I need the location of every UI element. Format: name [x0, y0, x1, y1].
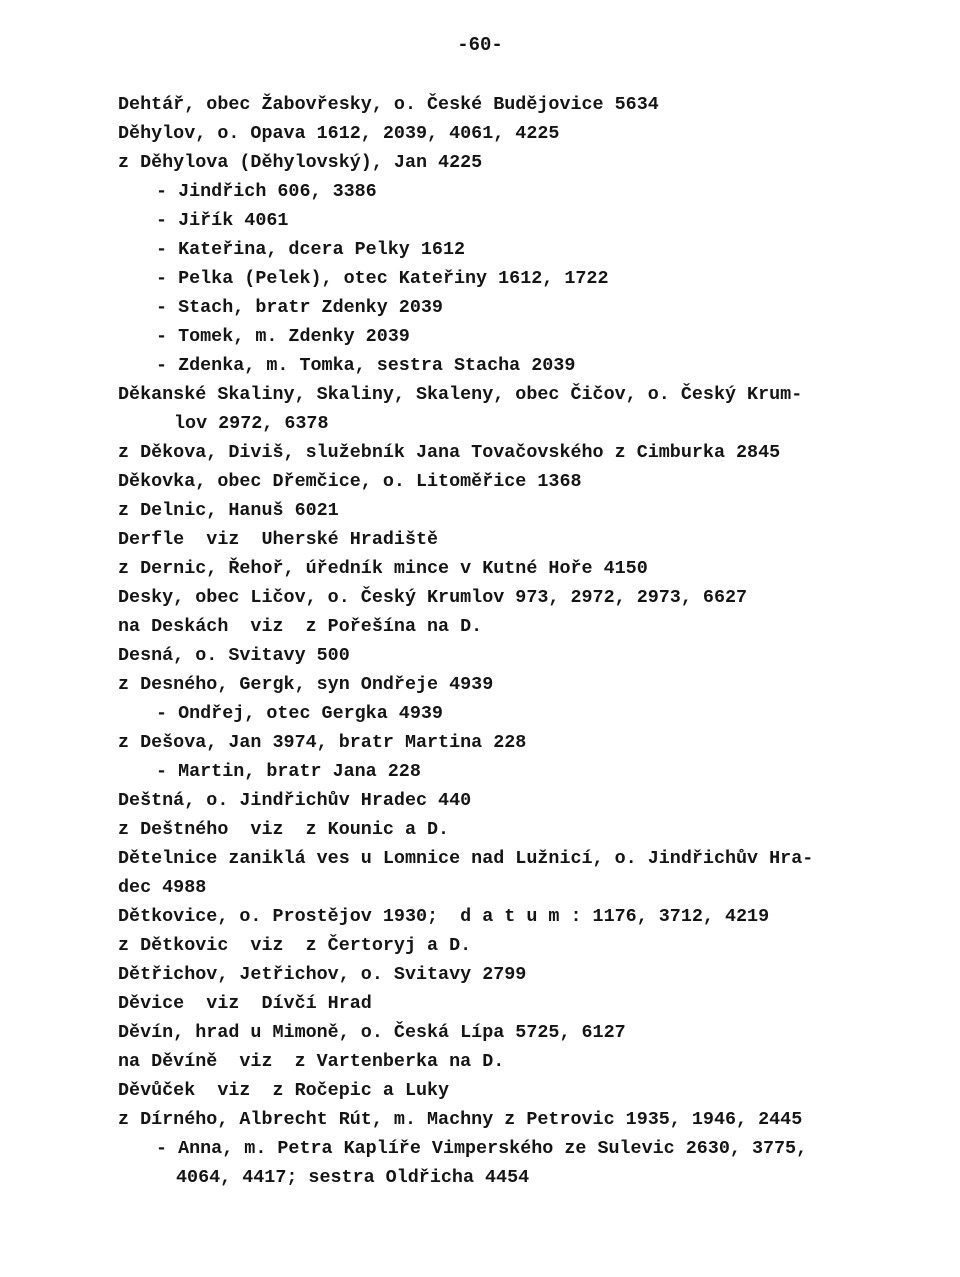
index-entry-line: - Kateřina, dcera Pelky 1612 [156, 239, 466, 260]
index-entry-line: Děvín, hrad u Mimoně, o. Česká Lípa 5725, 6127 [118, 1022, 626, 1043]
index-entry-line: Dětelnice zaniklá ves u Lomnice nad Lužnicí, o. Jindřichův Hra- [118, 848, 814, 869]
index-entry-line: Děkanské Skaliny, Skaliny, Skaleny, obec Čičov, o. Český Krum- [118, 384, 803, 405]
index-entry-line: - Tomek, m. Zdenky 2039 [156, 326, 410, 347]
index-entry-line: z Dernic, Řehoř, úředník mince v Kutné Hoře 4150 [118, 558, 648, 579]
index-entry-line: - Anna, m. Petra Kaplíře Vimperského ze Sulevic 2630, 3775, [156, 1138, 808, 1159]
index-entry-line: 4064, 4417; sestra Oldřicha 4454 [176, 1167, 530, 1188]
index-entry-line: - Martin, bratr Jana 228 [156, 761, 421, 782]
index-entry-line: - Stach, bratr Zdenky 2039 [156, 297, 443, 318]
index-entry-line: - Zdenka, m. Tomka, sestra Stacha 2039 [156, 355, 576, 376]
index-entry-line: - Jiřík 4061 [156, 210, 289, 231]
index-entry-line: z Desného, Gergk, syn Ondřeje 4939 [118, 674, 494, 695]
index-entry-line: z Dírného, Albrecht Rút, m. Machny z Petrovic 1935, 1946, 2445 [118, 1109, 803, 1130]
index-entry-line: - Ondřej, otec Gergka 4939 [156, 703, 443, 724]
index-entry-line: Dětkovice, o. Prostějov 1930; d a t u m : 1176, 3712, 4219 [118, 906, 770, 927]
index-entry-line: - Jindřich 606, 3386 [156, 181, 377, 202]
index-entry-line: Děkovka, obec Dřemčice, o. Litoměřice 1368 [118, 471, 582, 492]
index-entry-line: Derfle viz Uherské Hradiště [118, 529, 439, 550]
index-entry-line: - Pelka (Pelek), otec Kateřiny 1612, 1722 [156, 268, 609, 289]
index-entry-line: z Děkova, Diviš, služebník Jana Tovačovského z Cimburka 2845 [118, 442, 781, 463]
index-entry-line: Děvůček viz z Ročepic a Luky [118, 1080, 450, 1101]
index-entry-line: Dětřichov, Jetřichov, o. Svitavy 2799 [118, 964, 527, 985]
index-entry-line: z Dětkovic viz z Čertoryj a D. [118, 935, 472, 956]
index-entry-line: z Delnic, Hanuš 6021 [118, 500, 339, 521]
index-entry-line: na Deskách viz z Pořešína na D. [118, 616, 483, 637]
index-entry-line: Děvice viz Dívčí Hrad [118, 993, 372, 1014]
index-entry-line: z Děhylova (Děhylovský), Jan 4225 [118, 152, 483, 173]
index-entry-line: Dehtář, obec Žabovřesky, o. České Budějovice 5634 [118, 94, 659, 115]
index-entry-line: z Deštného viz z Kounic a D. [118, 819, 450, 840]
index-entry-line: Děhylov, o. Opava 1612, 2039, 4061, 4225 [118, 123, 560, 144]
index-entry-line: lov 2972, 6378 [174, 413, 329, 434]
index-entry-line: dec 4988 [118, 877, 207, 898]
index-entry-line: Desná, o. Svitavy 500 [118, 645, 350, 666]
index-entry-line: Deštná, o. Jindřichův Hradec 440 [118, 790, 472, 811]
page-number: -60- [457, 34, 503, 56]
index-entry-line: z Dešova, Jan 3974, bratr Martina 228 [118, 732, 527, 753]
index-entries-list [118, 90, 878, 1192]
index-entry-line: na Děvíně viz z Vartenberka na D. [118, 1051, 505, 1072]
index-entry-line: Desky, obec Ličov, o. Český Krumlov 973, 2972, 2973, 6627 [118, 587, 748, 608]
